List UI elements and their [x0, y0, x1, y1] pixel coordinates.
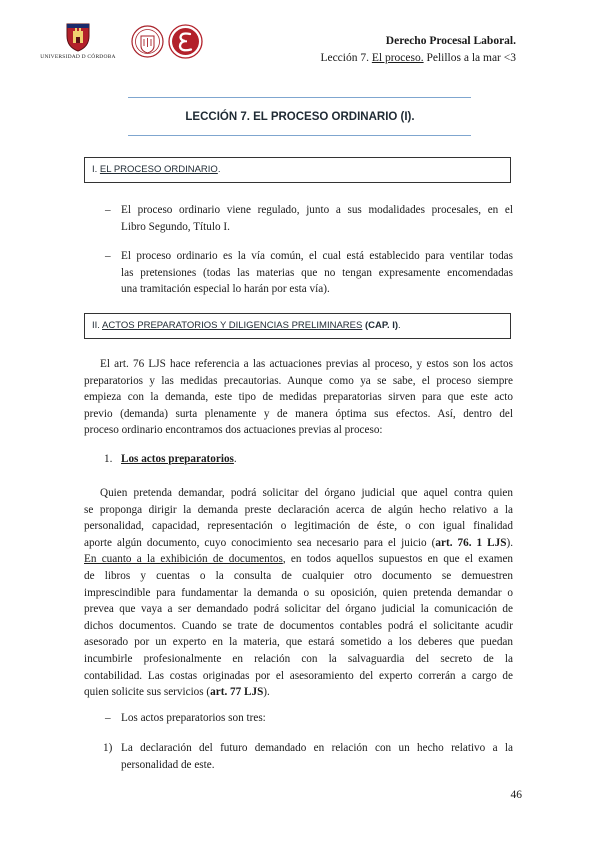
intro-paragraph — [84, 356, 513, 439]
subheading-number: 1. — [104, 453, 113, 465]
subheading-title: Los actos preparatorios — [121, 453, 234, 465]
bullet-dash: – — [105, 250, 111, 262]
main-line-7: imprescindible para fundamentar la demanda o su oposición, quien pretenda demandar o — [84, 586, 513, 599]
main-paragraph — [84, 485, 513, 701]
course-title: Derecho Procesal Laboral. — [385, 35, 516, 47]
lesson-title: LECCIÓN 7. EL PROCESO ORDINARIO (I). — [185, 111, 415, 123]
bullet-dash: – — [105, 712, 111, 724]
intro-line-3: empieza con la demanda, este tipo de medidas preparatorias sirven para que este acto — [84, 391, 513, 404]
main-line-2: se proponga dirigir la demanda preste declaración acerca de algún hecho relativo a la — [84, 503, 513, 516]
bullet-2-line-3: una tramitación especial lo harán por esta vía). — [121, 283, 330, 296]
lesson-suffix: Pelillos a la mar <3 — [423, 52, 516, 64]
university-logo — [38, 20, 118, 68]
intro-line-4: previo (demanda) surta plenamente y de manera óptima sus efectos. Así, dentro del — [84, 407, 513, 420]
main-line-1: Quien pretenda demandar, podrá solicitar del órgano judicial que aquel contra quien — [100, 487, 513, 499]
bullet-dash: – — [105, 204, 111, 216]
main-line-4-end: ). — [506, 536, 513, 549]
subheading — [121, 451, 237, 468]
main-line-13 — [84, 684, 513, 701]
numbered-item-line-2: personalidad de este. — [121, 758, 215, 771]
bullet-1-line-1: El proceso ordinario viene regulado, junto a sus modalidades procesales, en el — [121, 204, 513, 216]
section-2-trail: . — [398, 320, 401, 331]
main-line-11: incumbirle profesionalmente en relación con la salvaguardia del secreto de la — [84, 652, 513, 665]
bullet-2-line-1: El proceso ordinario es la vía común, el cual está establecido para ventilar todas — [121, 250, 513, 262]
main-line-4 — [84, 535, 513, 552]
title-rule-bottom — [128, 135, 471, 136]
faculty-e-logo-icon — [168, 24, 203, 59]
page-number: 46 — [510, 789, 522, 801]
faculty-seal-icon — [131, 25, 164, 58]
main-line-10: asesorado por un experto en la materia, que estará sometido a los deberes que puedan — [84, 636, 513, 649]
lesson-header — [320, 52, 516, 64]
section-2-number: II. — [92, 320, 103, 331]
intro-line-2: preparatorios y las medidas precautorias. Aunque como ya se sabe, el proceso siempre — [84, 374, 513, 387]
article-ref-76: art. 76. 1 LJS — [435, 536, 507, 549]
intro-line-5: proceso ordinario encontramos dos actuaciones previas al proceso: — [84, 424, 383, 437]
university-name: UNIVERSIDAD D CÓRDOBA — [40, 54, 116, 60]
section-heading-1 — [84, 157, 511, 183]
bullet-item-1 — [121, 202, 513, 235]
main-line-9: dichos documentos. Cuando se trate de documentos contables podrá el solicitante acudir — [84, 619, 513, 632]
numbered-item — [121, 740, 513, 773]
intro-line-1: El art. 76 LJS hace referencia a las actuaciones previas al proceso, y estos son los actos — [100, 358, 513, 370]
subheading-trail: . — [233, 453, 237, 465]
main-line-12: contabilidad. Las costas originadas por el asesoramiento del experto correrán a cargo de — [84, 669, 513, 682]
university-crest-icon — [64, 20, 92, 52]
main-line-6: de libros y cuentas o la consulta de cualquier otro documento se demuestren — [84, 569, 513, 582]
section-1-trail: . — [217, 164, 221, 175]
main-line-4-text: aporte algún documento, cuyo conocimiento sea necesario para el juicio ( — [84, 536, 436, 549]
main-line-13-end: ). — [263, 686, 270, 699]
numbered-item-line-1: La declaración del futuro demandado en relación con un hecho relativo a la — [121, 742, 513, 754]
main-line-3: personalidad, capacidad, representación o legitimación de éste, o con igual finalidad — [84, 520, 513, 533]
bullet-1-line-2: Libro Segundo, Título I. — [121, 220, 230, 233]
section-1-title: EL PROCESO ORDINARIO — [99, 164, 218, 175]
exhibition-docs-phrase: En cuanto a la exhibición de documentos — [84, 553, 283, 566]
section-heading-2 — [84, 313, 511, 339]
main-line-13-text: quien solicite sus servicios ( — [84, 686, 211, 699]
lesson-topic: El proceso. — [371, 52, 424, 64]
title-rule-top — [128, 97, 471, 98]
section-1-number: I. — [92, 164, 100, 175]
numbered-item-mark: 1) — [103, 742, 113, 754]
main-line-8: prevea que vaya a ser demandado podrá solicitar del órgano judicial la comunicación de — [84, 603, 513, 616]
dash-item-text: Los actos preparatorios son tres: — [121, 712, 266, 724]
section-2-suffix: (CAP. I) — [362, 320, 399, 331]
bullet-2-line-2: las pretensiones (todas las materias que no tengan expresamente encomendadas — [121, 266, 513, 279]
article-ref-77: art. 77 LJS — [210, 686, 264, 699]
bullet-item-2 — [121, 248, 513, 298]
main-line-5-text: , en todos aquellos supuestos en que el examen — [282, 553, 513, 566]
lesson-prefix: Lección 7. — [320, 52, 372, 64]
section-2-title: ACTOS PREPARATORIOS Y DILIGENCIAS PRELIMINARES — [102, 320, 363, 331]
main-line-5 — [84, 551, 513, 568]
